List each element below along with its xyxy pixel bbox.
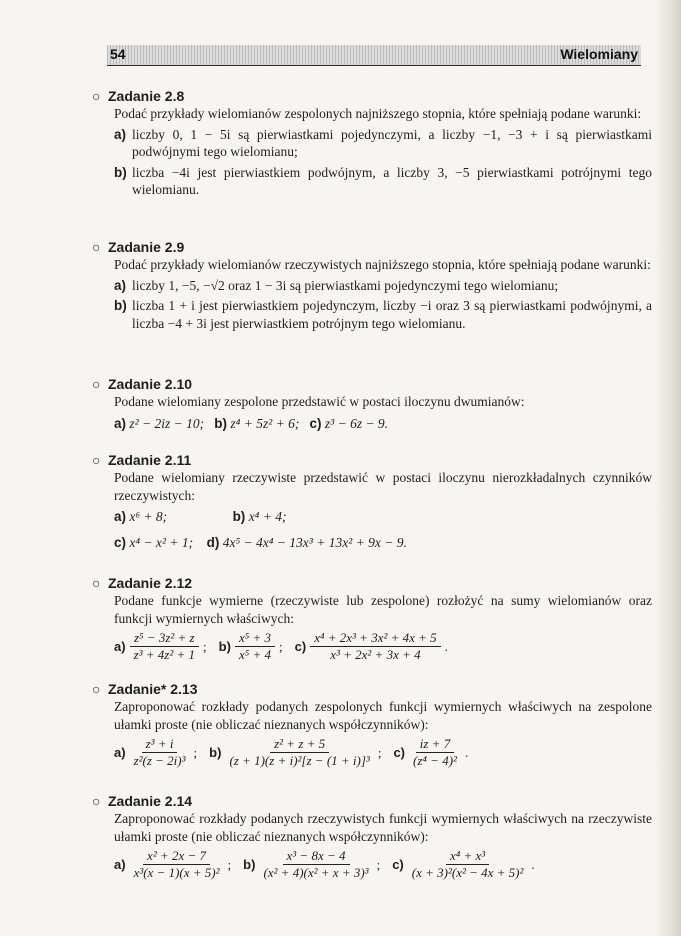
fraction: $\frac{\text{x⁵ + 3}}{\text{x⁵ + 4}}$ <box>235 630 275 663</box>
fraction: $\frac{\text{x³ − 8x − 4}}{\text{(x² + 4)(x² + x + 3)³}}$ <box>263 848 369 880</box>
fraction: $\frac{\text{x⁴ + 2x³ + 3x² + 4x + 5}}{\text{x³ + 2x² + 3x + 4}}$ <box>310 630 440 663</box>
problem-title: Zadanie 2.12 <box>108 575 193 591</box>
problem-2-8 <box>92 87 652 199</box>
list-item: b) liczba 1 + i jest pierwiastkiem pojedynczym, liczby −i oraz 3 są pierwiastkami podwójnymi, a liczba −4 + 3i jest pierwiastkiem potrójnym tego wielomianu. <box>114 298 652 331</box>
expression-row: a) z² − 2iz − 10; b) z⁴ + 5z² + 6; c) z³ − 6z − 9. <box>114 415 389 431</box>
fraction: $\frac{\text{x² + 2x − 7}}{\text{x³(x − 1)(x + 5)²}}$ <box>133 848 220 880</box>
problem-title: Zadanie 2.9 <box>108 239 185 255</box>
expression: x⁶ + 8; <box>129 509 168 524</box>
expression: 4x⁵ − 4x⁴ − 13x³ + 13x² + 9x − 9. <box>222 534 407 550</box>
fraction-row: a) $\frac{\text{z³ + i}}{\text{z²(z − 2i)³}}$ ; b) $\frac{\text{z² + z + 5}}{\text{(z + 1)(z + i)²[z − (1 + i)]³}}$ ; c) $\frac{iz + 7}{\text{(z⁴ − 4)²}}$ . <box>114 736 469 768</box>
fraction: $\frac{\text{z³ + i}}{\text{z²(z − 2i)³}}$ <box>133 736 186 768</box>
page-edge-shadow <box>655 0 681 936</box>
bullet-circle-icon: ○ <box>92 452 101 468</box>
fraction: $\frac{iz + 7}{\text{(z⁴ − 4)²}}$ <box>413 736 457 768</box>
expression: z³ − 6z − 9. <box>324 415 389 431</box>
problem-intro: Podane wielomiany rzeczywiste przedstawić w postaci iloczynu nierozkładalnych czynników rzeczywistych: <box>114 470 652 503</box>
bullet-circle-icon: ○ <box>92 239 101 255</box>
problem-2-14 <box>92 792 652 881</box>
problem-title: Zadanie 2.8 <box>108 88 185 104</box>
page-number: 54 <box>110 46 126 62</box>
section-title: Wielomiany <box>560 46 638 62</box>
problem-intro: Zaproponować rozkłady podanych zespolonych funkcji wymiernych właściwych na zespolone ułamki proste (nie obliczać nieznanych współczynników): <box>114 699 652 732</box>
fraction: $\frac{\text{z² + z + 5}}{\text{(z + 1)(z + i)²[z − (1 + i)]³}}$ <box>229 736 370 768</box>
problem-title: Zadanie 2.10 <box>108 376 193 392</box>
fraction-row: a) $\frac{\text{z⁵ − 3z² + z}}{\text{z³ + 4z² + 1}}$ ; b) $\frac{\text{x⁵ + 3}}{\text{x⁵ + 4}}$ ; c) $\frac{\text{x⁴ + 2x³ + 3x² + 4x + 5}}{\text{x³ + 2x² + 3x + 4}}$ . <box>114 630 448 662</box>
problem-2-13 <box>92 680 652 769</box>
problem-intro: Podane funkcje wymierne (rzeczywiste lub zespolone) rozłożyć na sumy wielomianów oraz funkcji wymiernych właściwych: <box>114 593 652 626</box>
problem-title: Zadanie 2.11 <box>108 452 192 468</box>
expression: z² − 2iz − 10; <box>129 415 205 431</box>
expression: x⁴ + 4; <box>248 509 287 524</box>
expression-row: a) x⁶ + 8; b) x⁴ + 4; <box>114 509 287 524</box>
problem-title: Zadanie 2.14 <box>108 793 193 809</box>
problem-2-12 <box>92 574 652 663</box>
list-item: b) liczba −4i jest pierwiastkiem podwójnym, a liczby 3, −5 pierwiastkami potrójnymi tego wielomianu. <box>114 164 652 197</box>
problem-title: Zadanie* 2.13 <box>108 681 198 697</box>
fraction-row: a) $\frac{\text{x² + 2x − 7}}{\text{x³(x − 1)(x + 5)²}}$ ; b) $\frac{\text{x³ − 8x − 4}}{\text{(x² + 4)(x² + x + 3)³}}$ ; c) $\frac{\text{x⁴ + x³}}{\text{(x + 3)²(x² − 4x + 5)²}}$ . <box>114 848 535 880</box>
bullet-circle-icon: ○ <box>92 88 101 104</box>
expression: z⁴ + 5z² + 6; <box>230 415 300 431</box>
problem-2-11 <box>92 451 652 551</box>
running-header <box>107 45 641 66</box>
bullet-circle-icon: ○ <box>92 575 101 591</box>
expression: x⁴ − x² + 1; <box>129 534 194 550</box>
problem-intro: Podać przykłady wielomianów zespolonych najniższego stopnia, które spełniają podane warunki: <box>114 106 642 121</box>
problem-2-9 <box>92 238 652 332</box>
list-item: a) liczby 0, 1 − 5i są pierwiastkami pojedynczymi, a liczby −1, −3 + i są pierwiastkami podwójnymi tego wielomianu; <box>114 126 652 159</box>
problem-intro: Podane wielomiany zespolone przedstawić w postaci iloczynu dwumianów: <box>114 394 525 409</box>
bullet-circle-icon: ○ <box>92 793 101 809</box>
bullet-circle-icon: ○ <box>92 681 101 697</box>
problem-2-10 <box>92 375 652 432</box>
bullet-circle-icon: ○ <box>92 376 101 392</box>
problem-intro: Zaproponować rozkłady podanych rzeczywistych funkcji wymiernych właściwych na rzeczywiste ułamki proste (nie obliczać nieznanych współczynników): <box>114 811 652 844</box>
expression-row: c) x⁴ − x² + 1; d) 4x⁵ − 4x⁴ − 13x³ + 13x² + 9x − 9. <box>114 534 407 550</box>
problem-intro: Podać przykłady wielomianów rzeczywistych najniższego stopnia, które spełniają podane warunki: <box>114 257 651 272</box>
fraction: $\frac{\text{x⁴ + x³}}{\text{(x + 3)²(x² − 4x + 5)²}}$ <box>411 848 524 880</box>
fraction: $\frac{\text{z⁵ − 3z² + z}}{\text{z³ + 4z² + 1}}$ <box>130 630 199 663</box>
list-item: a) liczby 1, −5, −√2 oraz 1 − 3i są pierwiastkami pojedynczymi tego wielomianu; <box>114 277 559 293</box>
